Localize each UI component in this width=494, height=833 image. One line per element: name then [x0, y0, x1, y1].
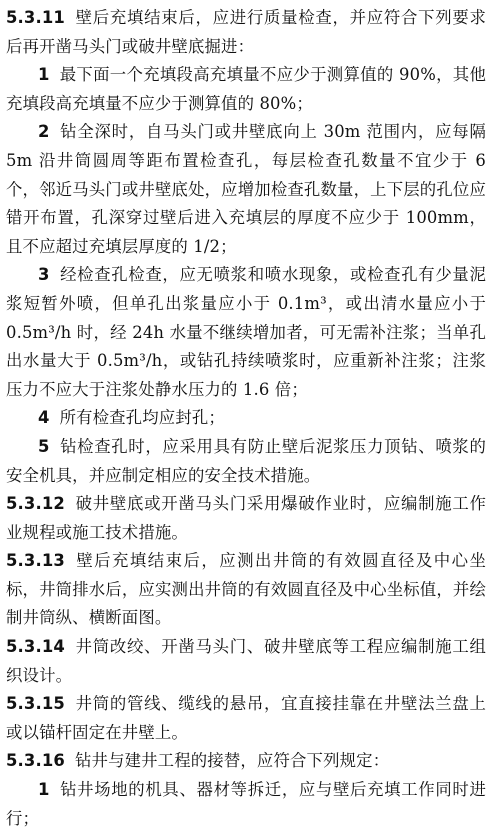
- clause-5-3-16-item-1: [6, 776, 486, 833]
- clause-5-3-12: [6, 490, 486, 547]
- clause-number: 5.3.16: [6, 751, 65, 771]
- item-text: 钻全深时，自马头门或井壁底向上 30m 范围内，应每隔 5m 沿井筒圆周等距布置检查孔，每层检查孔数量不宜少于 6 个，邻近马头门或井壁底处，应增加检查孔数量，上下层的孔位应错开布置，孔深穿过壁后进入充填层的厚度不应少于 100mm，且不应超过充填层厚度的 1/2；: [6, 122, 486, 256]
- clause-text: 壁后充填结束后，应进行质量检查，并应符合下列要求后再开凿马头门或破井壁底掘进：: [6, 8, 486, 56]
- clause-5-3-11-item-3: [6, 261, 486, 404]
- clause-5-3-14: [6, 633, 486, 690]
- item-number: 2: [38, 122, 50, 142]
- clause-5-3-11-item-4: [6, 404, 486, 433]
- clause-number: 5.3.14: [6, 637, 65, 657]
- clause-number: 5.3.13: [6, 551, 65, 571]
- item-text: 所有检查孔均应封孔；: [59, 408, 225, 428]
- clause-number: 5.3.11: [6, 8, 65, 27]
- item-number: 1: [38, 65, 50, 85]
- clause-text: 破井壁底或开凿马头门采用爆破作业时，应编制施工作业规程或施工技术措施。: [6, 494, 486, 542]
- item-number: 1: [38, 780, 50, 800]
- clause-text: 井筒改绞、开凿马头门、破井壁底等工程应编制施工组织设计。: [6, 637, 486, 685]
- clause-5-3-13: [6, 547, 486, 633]
- item-number: 5: [38, 436, 50, 456]
- clause-5-3-11-item-1: [6, 61, 486, 118]
- clause-number: 5.3.12: [6, 494, 65, 514]
- clause-text: 钻井与建井工程的接替，应符合下列规定：: [74, 751, 390, 771]
- clause-number: 5.3.15: [6, 694, 65, 714]
- clause-5-3-11: [6, 4, 486, 61]
- clause-text: 井筒的管线、缆线的悬吊，宜直接挂靠在井壁法兰盘上或以锚杆固定在井壁上。: [6, 694, 486, 742]
- item-text: 钻检查孔时，应采用具有防止壁后泥浆压力顶钻、喷浆的安全机具，并应制定相应的安全技术措施。: [6, 436, 486, 485]
- item-number: 4: [38, 408, 50, 428]
- item-number: 3: [38, 265, 50, 285]
- clause-5-3-16: [6, 747, 486, 776]
- clause-5-3-11-item-2: [6, 118, 486, 261]
- clause-5-3-11-item-5: [6, 433, 486, 490]
- item-text: 经检查孔检查，应无喷浆和喷水现象，或检查孔有少量泥浆短暂外喷，但单孔出浆量应小于 0.1m³，或出清水量应小于 0.5m³/h 时，经 24h 水量不继续增加者，可无需补注浆；当单孔出水量大于 0.5m³/h，或钻孔持续喷浆时，应重新补注浆；注浆压力不应大于注浆处静水压力的 1.6 倍；: [6, 265, 486, 399]
- clause-text: 壁后充填结束后，应测出井筒的有效圆直径及中心坐标，井筒排水后，应实测出井筒的有效圆直径及中心坐标值，并绘制井筒纵、横断面图。: [6, 551, 486, 628]
- item-text: 钻井场地的机具、器材等拆迁，应与壁后充填工作同时进行；: [6, 780, 486, 828]
- clause-5-3-15: [6, 690, 486, 747]
- item-text: 最下面一个充填段高充填量不应少于测算值的 90%，其他充填段高充填量不应少于测算值的 80%；: [6, 65, 486, 113]
